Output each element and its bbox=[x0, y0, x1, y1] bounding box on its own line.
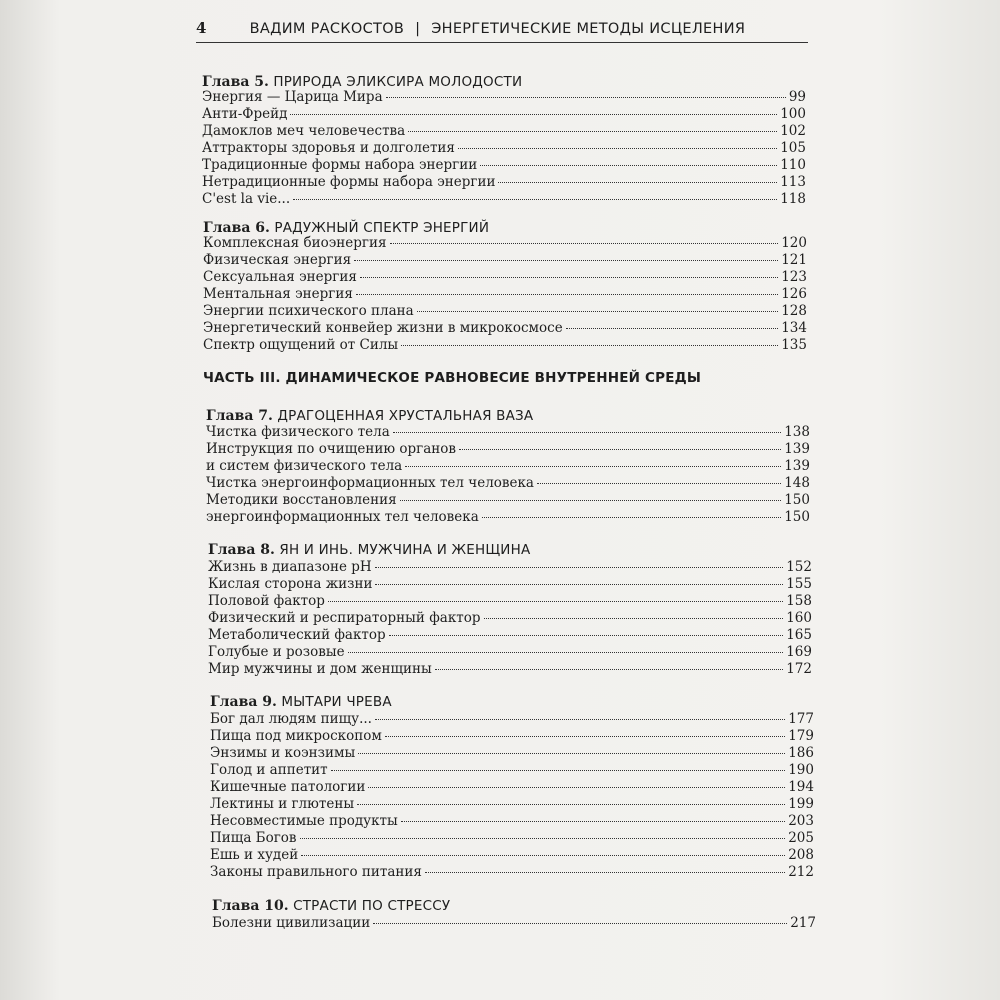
toc-entry: энергоинформационных тел человека 150 bbox=[206, 509, 810, 525]
toc-entry: Энергия — Царица Мира 99 bbox=[202, 89, 806, 105]
book-title: ЭНЕРГЕТИЧЕСКИЕ МЕТОДЫ ИСЦЕЛЕНИЯ bbox=[431, 21, 746, 37]
page-number: 4 bbox=[196, 19, 207, 37]
chapter-heading-10: Глава 10. СТРАСТИ ПО СТРЕССУ bbox=[212, 898, 451, 914]
toc-entry: Пища под микроскопом 179 bbox=[210, 728, 814, 744]
toc-entry: Нетрадиционные формы набора энергии 113 bbox=[202, 174, 806, 190]
toc-entry: Пища Богов 205 bbox=[210, 830, 814, 846]
toc-entry: Ешь и худей 208 bbox=[210, 847, 814, 863]
toc-entry: Чистка физического тела 138 bbox=[206, 424, 810, 440]
author-name: ВАДИМ РАСКОСТОВ bbox=[249, 21, 405, 37]
toc-entry: C'est la vie... 118 bbox=[202, 191, 806, 207]
toc-entry: Инструкция по очищению органов 139 bbox=[206, 441, 810, 457]
toc-entry: Половой фактор 158 bbox=[208, 593, 812, 609]
toc-entry: Энзимы и коэнзимы 186 bbox=[210, 745, 814, 761]
chapter-heading-6: Глава 6. РАДУЖНЫЙ СПЕКТР ЭНЕРГИЙ bbox=[203, 220, 490, 236]
toc-entry: Болезни цивилизации 217 bbox=[212, 915, 816, 931]
toc-entry: Несовместимые продукты 203 bbox=[210, 813, 814, 829]
toc-entry: Дамоклов меч человечества 102 bbox=[202, 123, 806, 139]
toc-entry: и систем физического тела 139 bbox=[206, 458, 810, 474]
toc-entry: Голод и аппетит 190 bbox=[210, 762, 814, 778]
toc-entry: Мир мужчины и дом женщины 172 bbox=[208, 661, 812, 677]
chapter-heading-9: Глава 9. МЫТАРИ ЧРЕВА bbox=[210, 694, 392, 710]
toc-entry: Методики восстановления 150 bbox=[206, 492, 810, 508]
toc-entry: Комплексная биоэнергия 120 bbox=[203, 235, 807, 251]
toc-entry: Сексуальная энергия 123 bbox=[203, 269, 807, 285]
toc-entry: Аттракторы здоровья и долголетия 105 bbox=[202, 140, 806, 156]
header-separator: | bbox=[415, 21, 421, 37]
toc-entry: Чистка энергоинформационных тел человека 148 bbox=[206, 475, 810, 491]
toc-entry: Бог дал людям пищу... 177 bbox=[210, 711, 814, 727]
chapter-heading-5: Глава 5. ПРИРОДА ЭЛИКСИРА МОЛОДОСТИ bbox=[202, 74, 523, 90]
toc-entry: Ментальная энергия 126 bbox=[203, 286, 807, 302]
part-heading-3: ЧАСТЬ III. ДИНАМИЧЕСКОЕ РАВНОВЕСИЕ ВНУТРЕННЕЙ СРЕДЫ bbox=[203, 370, 702, 386]
toc-entry: Жизнь в диапазоне pH 152 bbox=[208, 559, 812, 575]
toc-entry: Энергетический конвейер жизни в микрокосмосе 134 bbox=[203, 320, 807, 336]
toc-entry: Физический и респираторный фактор 160 bbox=[208, 610, 812, 626]
toc-entry: Голубые и розовые 169 bbox=[208, 644, 812, 660]
toc-entry: Метаболический фактор 165 bbox=[208, 627, 812, 643]
toc-entry: Анти-Фрейд 100 bbox=[202, 106, 806, 122]
toc-entry: Спектр ощущений от Силы 135 bbox=[203, 337, 807, 353]
toc-entry: Лектины и глютены 199 bbox=[210, 796, 814, 812]
toc-entry: Энергии психического плана 128 bbox=[203, 303, 807, 319]
chapter-heading-7: Глава 7. ДРАГОЦЕННАЯ ХРУСТАЛЬНАЯ ВАЗА bbox=[206, 408, 534, 424]
toc-entry: Физическая энергия 121 bbox=[203, 252, 807, 268]
toc-entry: Традиционные формы набора энергии 110 bbox=[202, 157, 806, 173]
chapter-heading-8: Глава 8. ЯН И ИНЬ. МУЖЧИНА И ЖЕНЩИНА bbox=[208, 542, 531, 558]
toc-entry: Кишечные патологии 194 bbox=[210, 779, 814, 795]
toc-entry: Кислая сторона жизни 155 bbox=[208, 576, 812, 592]
toc-entry: Законы правильного питания 212 bbox=[210, 864, 814, 880]
